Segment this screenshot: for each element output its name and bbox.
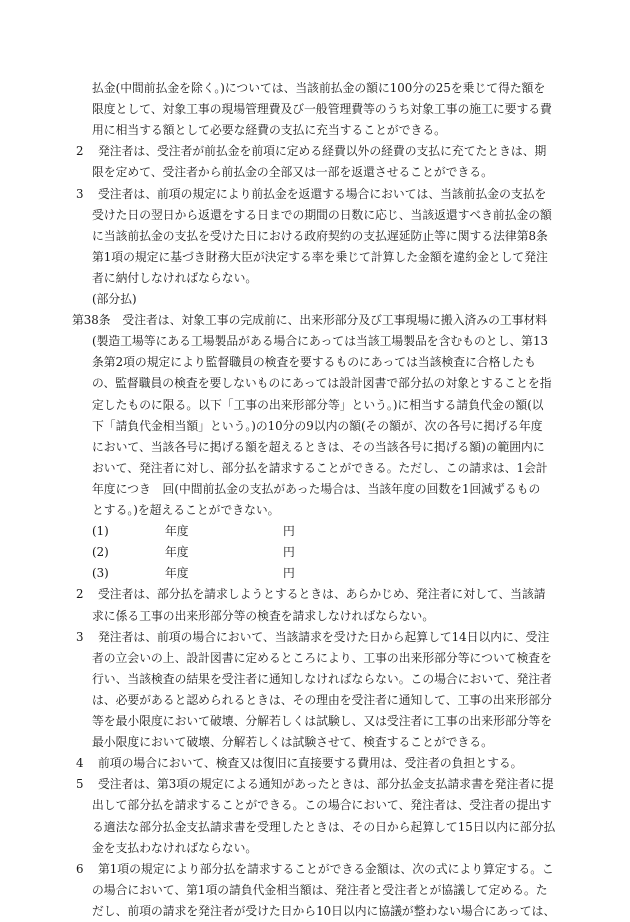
text-line: 限度として、対象工事の現場管理費及び一般管理費等のうち対象工事の施工に要する費 [92, 102, 552, 117]
text-line: 第1項の規定に基づき財務大臣が決定する率を乗じて計算した金額を違約金として発注 [92, 249, 548, 264]
text-line: 第1項の規定により部分払を請求することができる金額は、次の式により算定する。こ [98, 861, 554, 876]
table-row-year: 年度 [165, 545, 189, 560]
table-row-number: (1) [92, 524, 109, 539]
text-line: において、当該各号に掲げる額を超えるときは、その当該各号に掲げる額)の範囲内に [92, 439, 545, 454]
text-line: 用に相当する額として必要な経費の支払に充当することができる。 [92, 123, 446, 138]
text-line: 出して部分払を請求することができる。この場合において、発注者は、受注者の提出す [92, 798, 552, 813]
text-line: 受注者は、部分払を請求しようとするときは、あらかじめ、発注者に対して、当該請 [98, 587, 546, 602]
text-line: は、必要があると認められるときは、その理由を受注者に通知して、工事の出来形部分 [92, 692, 552, 707]
paragraph-number: 5 [76, 777, 84, 792]
text-line: おいて、発注者に対し、部分払を請求することができる。ただし、この請求は、1会計 [92, 460, 548, 475]
text-line: 第38条 受注者は、対象工事の完成前に、出来形部分及び工事現場に搬入済みの工事材料 [72, 313, 548, 328]
table-row-year: 年度 [165, 566, 189, 581]
text-line: とする。)を超えることができない。 [92, 503, 280, 517]
text-line: 前項の場合において、検査又は復旧に直接要する費用は、受注者の負担とする。 [98, 756, 523, 771]
text-line: 年度につき 回(中間前払金の支払があった場合は、当該年度の回数を1回減ずるもの [92, 481, 541, 496]
paragraph-number: 2 [76, 587, 84, 602]
text-line: 者に納付しなければならない。 [92, 270, 258, 285]
text-line: に当該前払金の支払を受けた日における政府契約の支払遅延防止等に関する法律第8条 [92, 228, 548, 243]
text-line: 下「請負代金相当額」という。)の10分の9以内の額(その額が、次の各号に掲げる年度 [92, 418, 543, 433]
text-line: 払金(中間前払金を除く。)については、当該前払金の額に100分の25を乗じて得た額を [92, 81, 546, 95]
table-row-number: (2) [92, 545, 109, 560]
article-heading: (部分払) [92, 292, 137, 306]
text-line: る適法な部分払金支払請求書を受理したときは、その日から起算して15日以内に部分払 [92, 819, 556, 834]
text-line: 受けた日の翌日から返還をする日までの期間の日数に応じ、当該返還すべき前払金の額 [92, 207, 552, 222]
paragraph-number: 4 [76, 756, 84, 771]
text-line: の場合において、第1項の請負代金相当額は、発注者と受注者とが協議して定める。た [92, 882, 548, 897]
text-line: だし、前項の請求を発注者が受けた日から10日以内に協議が整わない場合にあっては、 [92, 903, 556, 918]
text-line: (製造工場等にある工場製品がある場合にあっては当該工場製品を含むものとし、第13 [92, 334, 548, 349]
table-row-yen: 円 [283, 566, 295, 581]
text-line: 受注者は、第3項の規定による通知があったときは、部分払金支払請求書を発注者に提 [98, 777, 554, 792]
table-row-yen: 円 [283, 524, 295, 539]
table-row-number: (3) [92, 566, 109, 581]
text-line: 等を最小限度において破壊、分解若しくは試験し、又は受注者に工事の出来形部分等を [92, 714, 553, 728]
text-line: 最小限度において破壊、分解若しくは試験させて、検査することができる。 [92, 735, 493, 750]
text-line: 発注者は、受注者が前払金を前項に定める経費以外の経費の支払に充てたときは、期 [98, 144, 547, 159]
table-row-year: 年度 [165, 524, 189, 539]
text-line: 金を支払わなければならない。 [92, 840, 258, 855]
text-line: 発注者は、前項の場合において、当該請求を受けた日から起算して14日以内に、受注 [98, 629, 550, 644]
table-row-yen: 円 [283, 545, 295, 560]
paragraph-number: 6 [76, 861, 84, 876]
text-line: 者の立会いの上、設計図書に定めるところにより、工事の出来形部分等について検査を [92, 650, 552, 665]
text-line: 求に係る工事の出来形部分等の検査を請求しなければならない。 [92, 608, 435, 623]
paragraph-number: 3 [76, 629, 84, 644]
text-line: 行い、当該検査の結果を受注者に通知しなければならない。この場合において、発注者 [92, 671, 552, 686]
text-line: の、監督職員の検査を要しないものにあっては設計図書で部分払の対象とすることを指 [92, 376, 552, 391]
text-line: 条第2項の規定により監督職員の検査を要するものにあっては当該検査に合格したも [92, 355, 536, 370]
text-line: 定したものに限る。以下「工事の出来形部分等」という。)に相当する請負代金の額(以 [92, 397, 544, 412]
text-line: 受注者は、前項の規定により前払金を返還する場合においては、当該前払金の支払を [98, 186, 547, 201]
text-line: 限を定めて、受注者から前払金の全部又は一部を返還させることができる。 [92, 165, 493, 180]
paragraph-number: 3 [76, 186, 84, 201]
paragraph-number: 2 [76, 144, 84, 159]
